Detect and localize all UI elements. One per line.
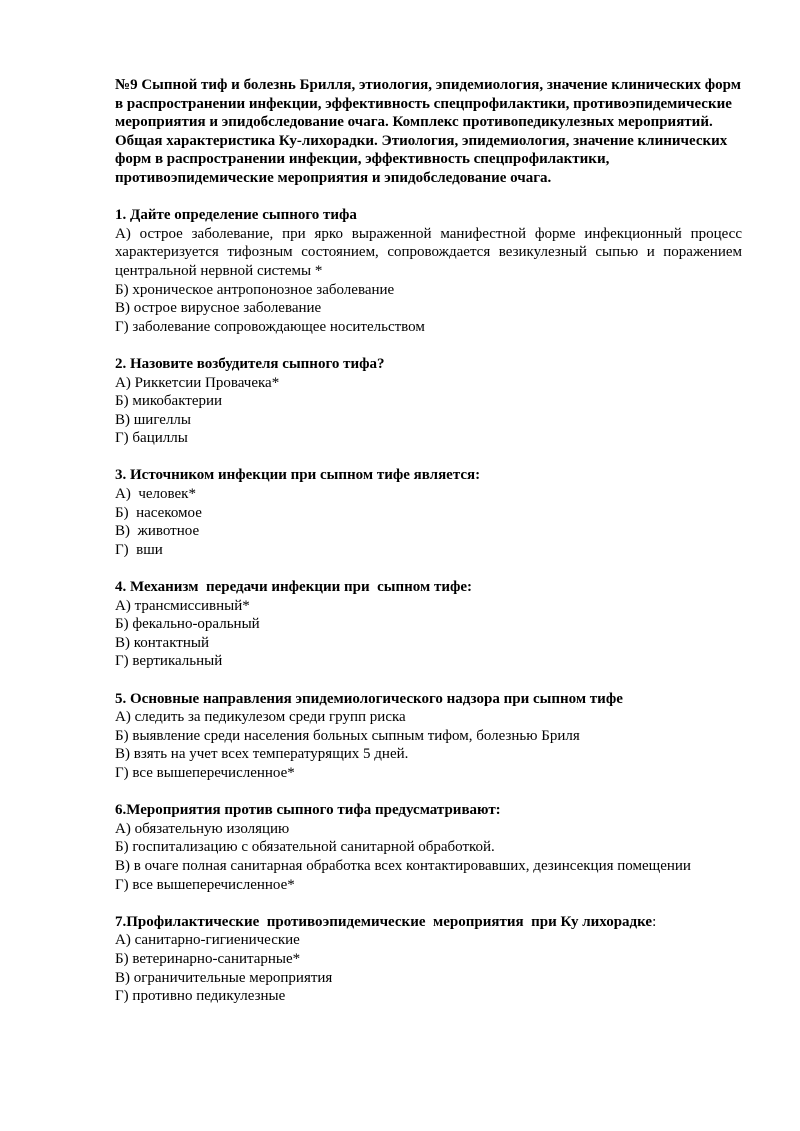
question-6 [115,801,742,894]
document-title: №9 Сыпной тиф и болезнь Брилля, этиология, эпидемиология, значение клинических форм в распространении инфекции, эффективность спецпрофилактики, противоэпидемические мероприятия и эпидобследование очага. Комплекс противопедикулезных мероприятий. Общая характеристика Ку-лихорадки. Этиология, эпидемиология, значение клинических форм в распространении инфекции, эффективность спецпрофилактики, противоэпидемические мероприятия и эпидобследование очага. [115,77,741,186]
document-page [115,76,742,1024]
question-text: 5. Основные направления эпидемиологического надзора при сыпном тифе [115,690,623,707]
question-2 [115,355,742,448]
question-7 [115,913,742,1006]
answer-option: В) ограничительные мероприятия [115,969,333,986]
answer-option: Б) насекомое [115,504,202,521]
answer-option: А) острое заболевание, при ярко выраженной манифестной форме инфекционный процесс характеризуется тифозным состоянием, сопровождается везикулезный сыпью и поражением центральной нервной системы * [115,225,742,279]
question-4 [115,578,742,671]
answer-option: Б) госпитализацию с обязательной санитарной обработкой. [115,839,495,856]
question-3 [115,466,742,559]
question-5 [115,690,742,783]
answer-option: А) следить за педикулезом среди групп риска [115,709,406,726]
question-text: 7.Профилактические противоэпидемические мероприятия при Ку лихорадке: [115,913,657,930]
answer-option: Г) бациллы [115,430,188,447]
question-text: 3. Источником инфекции при сыпном тифе является: [115,467,481,484]
question-1 [115,206,742,336]
answer-option: Б) микобактерии [115,393,223,410]
question-text: 2. Назовите возбудителя сыпного тифа? [115,355,385,372]
answer-option: А) Риккетсии Провачека* [115,374,280,391]
answer-option: Б) выявление среди населения больных сыпным тифом, болезнью Бриля [115,727,580,744]
answer-option: А) санитарно-гигиенические [115,932,300,949]
answer-option: А) обязательную изоляцию [115,820,290,837]
answer-option: Г) вертикальный [115,653,223,670]
answer-option: В) шигеллы [115,411,191,428]
answer-option: Г) противно педикулезные [115,988,286,1005]
answer-option: Г) вши [115,541,163,558]
answer-option: А) человек* [115,486,196,503]
question-text: 1. Дайте определение сыпного тифа [115,207,357,224]
answer-option: Б) хроническое антропонозное заболевание [115,281,395,298]
answer-option: Г) все вышеперечисленное* [115,876,295,893]
answer-option: Б) ветеринарно-санитарные* [115,950,301,967]
answer-option: А) трансмиссивный* [115,597,250,614]
answer-option: В) контактный [115,634,209,651]
answer-option: В) животное [115,523,200,540]
answer-option: В) в очаге полная санитарная обработка всех контактировавших, дезинсекция помещении [115,857,691,874]
answer-option: В) взять на учет всех температурящих 5 дней. [115,746,409,763]
question-text: 4. Механизм передачи инфекции при сыпном тифе: [115,579,473,596]
answer-option: В) острое вирусное заболевание [115,300,322,317]
answer-option: Г) все вышеперечисленное* [115,764,295,781]
answer-option: Б) фекально-оральный [115,616,260,633]
question-text: 6.Мероприятия против сыпного тифа предусматривают: [115,802,501,819]
answer-option: Г) заболевание сопровождающее носительством [115,318,425,335]
